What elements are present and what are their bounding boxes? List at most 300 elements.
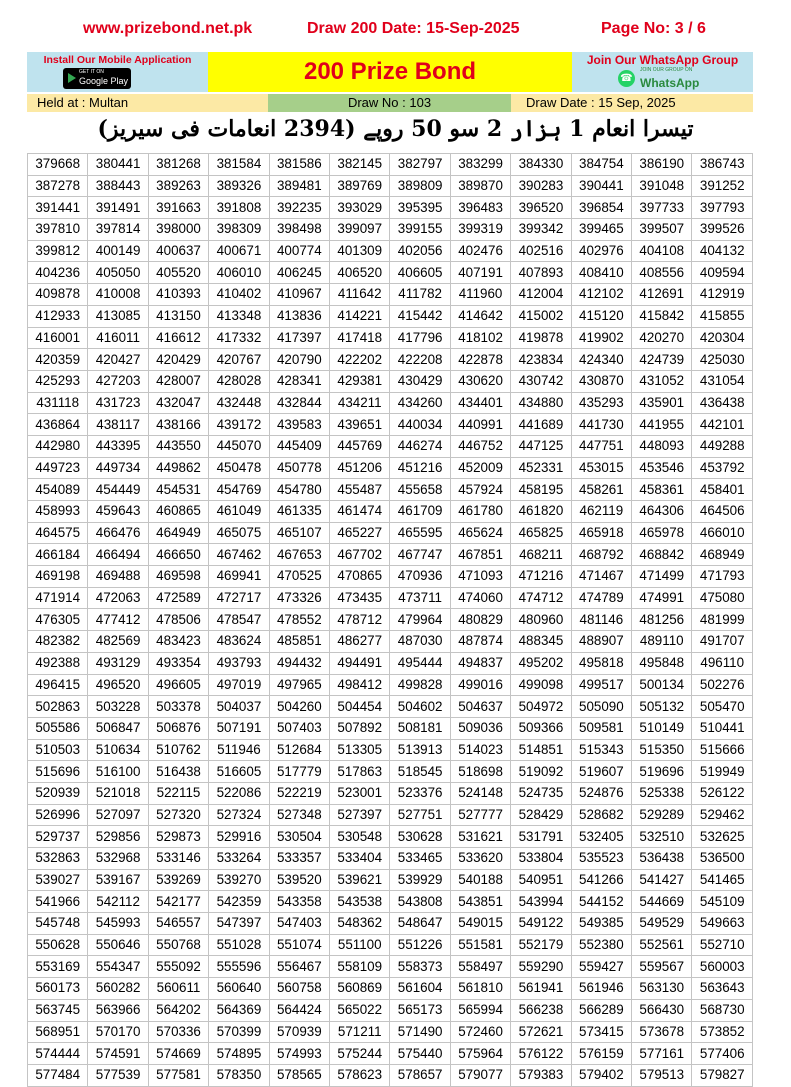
bond-number-cell: 438117 <box>88 414 148 436</box>
bond-number-cell: 446274 <box>390 435 450 457</box>
bond-number-cell: 573415 <box>571 1021 631 1043</box>
bond-number-cell: 431723 <box>88 392 148 414</box>
bond-number-cell: 573678 <box>632 1021 692 1043</box>
bond-number-cell: 408556 <box>632 262 692 284</box>
bond-number-cell: 391252 <box>692 175 753 197</box>
bond-number-cell: 510762 <box>148 739 208 761</box>
bond-number-cell: 563643 <box>692 978 753 1000</box>
bond-number-cell: 442101 <box>692 414 753 436</box>
bond-number-cell: 561810 <box>450 978 510 1000</box>
bond-number-cell: 570336 <box>148 1021 208 1043</box>
bond-number-cell: 504637 <box>450 696 510 718</box>
bond-number-cell: 466184 <box>28 544 88 566</box>
bond-number-cell: 477412 <box>88 609 148 631</box>
table-row <box>28 284 753 306</box>
whatsapp-small-text: JOIN OUR GROUP ON <box>640 67 693 73</box>
bond-number-cell: 483423 <box>148 631 208 653</box>
whatsapp-button[interactable] <box>618 69 708 89</box>
bond-number-cell: 402976 <box>571 240 631 262</box>
bond-number-cell: 434401 <box>450 392 510 414</box>
bond-number-cell: 416612 <box>148 327 208 349</box>
bond-number-cell: 468211 <box>511 544 571 566</box>
bond-number-cell: 422202 <box>330 349 390 371</box>
bond-number-cell: 509366 <box>511 717 571 739</box>
bond-number-cell: 559567 <box>632 956 692 978</box>
bond-number-cell: 402516 <box>511 240 571 262</box>
bond-number-cell: 539929 <box>390 869 450 891</box>
bond-number-cell: 399526 <box>692 219 753 241</box>
bond-number-cell: 451206 <box>330 457 390 479</box>
bond-number-cell: 392235 <box>269 197 329 219</box>
bond-number-cell: 452331 <box>511 457 571 479</box>
bond-number-cell: 469941 <box>209 566 269 588</box>
bond-number-cell: 506876 <box>148 717 208 739</box>
bond-number-cell: 533404 <box>330 848 390 870</box>
bond-number-cell: 533465 <box>390 848 450 870</box>
bond-number-cell: 423834 <box>511 349 571 371</box>
bond-number-cell: 388443 <box>88 175 148 197</box>
bond-number-cell: 410393 <box>148 284 208 306</box>
bond-number-cell: 449862 <box>148 457 208 479</box>
bond-number-cell: 508181 <box>390 717 450 739</box>
table-row <box>28 262 753 284</box>
bond-number-cell: 541966 <box>28 891 88 913</box>
bond-number-cell: 398309 <box>209 219 269 241</box>
bond-number-cell: 486277 <box>330 631 390 653</box>
bond-number-cell: 570170 <box>88 1021 148 1043</box>
bond-number-cell: 482382 <box>28 631 88 653</box>
bond-number-cell: 478506 <box>148 609 208 631</box>
bond-number-cell: 439583 <box>269 414 329 436</box>
bond-number-cell: 471467 <box>571 566 631 588</box>
bond-number-cell: 514851 <box>511 739 571 761</box>
bond-number-cell: 455487 <box>330 479 390 501</box>
bond-number-cell: 411782 <box>390 284 450 306</box>
bond-number-cell: 499098 <box>511 674 571 696</box>
bond-number-cell: 469488 <box>88 566 148 588</box>
bond-number-cell: 493793 <box>209 652 269 674</box>
bond-number-cell: 404236 <box>28 262 88 284</box>
bond-number-cell: 443395 <box>88 435 148 457</box>
bond-number-cell: 413150 <box>148 305 208 327</box>
bond-number-cell: 464949 <box>148 522 208 544</box>
bond-number-cell: 478547 <box>209 609 269 631</box>
bond-number-cell: 487874 <box>450 631 510 653</box>
bond-number-cell: 513913 <box>390 739 450 761</box>
bond-number-cell: 467747 <box>390 544 450 566</box>
bond-number-cell: 410008 <box>88 284 148 306</box>
table-row <box>28 717 753 739</box>
bond-number-cell: 531621 <box>450 826 510 848</box>
bond-number-cell: 533357 <box>269 848 329 870</box>
bond-number-cell: 515666 <box>692 739 753 761</box>
bond-number-cell: 516438 <box>148 761 208 783</box>
bond-number-cell: 515350 <box>632 739 692 761</box>
bond-number-cell: 509581 <box>571 717 631 739</box>
bond-number-cell: 422208 <box>390 349 450 371</box>
bond-number-cell: 381268 <box>148 154 208 176</box>
bond-number-cell: 390283 <box>511 175 571 197</box>
bond-number-cell: 407191 <box>450 262 510 284</box>
bond-number-cell: 530628 <box>390 826 450 848</box>
bond-number-cell: 467702 <box>330 544 390 566</box>
bond-number-cell: 481256 <box>632 609 692 631</box>
bond-number-cell: 517863 <box>330 761 390 783</box>
bond-number-cell: 539520 <box>269 869 329 891</box>
bond-number-cell: 528682 <box>571 804 631 826</box>
bond-number-cell: 548647 <box>390 913 450 935</box>
bond-number-cell: 472063 <box>88 587 148 609</box>
bond-number-cell: 382145 <box>330 154 390 176</box>
bond-number-cell: 441689 <box>511 414 571 436</box>
bond-number-cell: 417332 <box>209 327 269 349</box>
bond-number-cell: 560282 <box>88 978 148 1000</box>
bond-number-cell: 391441 <box>28 197 88 219</box>
bond-number-cell: 540951 <box>511 869 571 891</box>
bond-number-cell: 564202 <box>148 999 208 1021</box>
bond-number-cell: 549529 <box>632 913 692 935</box>
bond-number-cell: 571211 <box>330 1021 390 1043</box>
bond-number-cell: 420767 <box>209 349 269 371</box>
bond-number-cell: 535523 <box>571 848 631 870</box>
bond-number-cell: 577484 <box>28 1064 88 1086</box>
bond-number-cell: 471499 <box>632 566 692 588</box>
bond-number-cell: 432047 <box>148 392 208 414</box>
bond-number-cell: 577161 <box>632 1043 692 1065</box>
bond-number-cell: 420304 <box>692 327 753 349</box>
bond-number-cell: 470525 <box>269 566 329 588</box>
bond-number-cell: 543538 <box>330 891 390 913</box>
bond-number-cell: 469198 <box>28 566 88 588</box>
bond-number-cell: 504454 <box>330 696 390 718</box>
bond-number-cell: 399319 <box>450 219 510 241</box>
bond-number-cell: 491707 <box>692 631 753 653</box>
bond-number-cell: 450478 <box>209 457 269 479</box>
table-row <box>28 435 753 457</box>
bond-number-cell: 481999 <box>692 609 753 631</box>
bond-number-cell: 495848 <box>632 652 692 674</box>
bond-number-cell: 447751 <box>571 435 631 457</box>
bond-number-cell: 502863 <box>28 696 88 718</box>
bond-number-cell: 414642 <box>450 305 510 327</box>
app-promo <box>27 52 208 92</box>
bond-number-cell: 512684 <box>269 739 329 761</box>
bond-number-cell: 532968 <box>88 848 148 870</box>
bond-number-cell: 389809 <box>390 175 450 197</box>
bond-number-cell: 561941 <box>511 978 571 1000</box>
bond-number-cell: 529737 <box>28 826 88 848</box>
bond-number-cell: 409878 <box>28 284 88 306</box>
bond-number-cell: 454780 <box>269 479 329 501</box>
bond-number-cell: 564424 <box>269 999 329 1021</box>
bond-number-cell: 493354 <box>148 652 208 674</box>
bond-number-cell: 542112 <box>88 891 148 913</box>
bond-number-cell: 428007 <box>148 370 208 392</box>
bond-number-cell: 574591 <box>88 1043 148 1065</box>
bond-number-cell: 406010 <box>209 262 269 284</box>
bond-number-cell: 420427 <box>88 349 148 371</box>
bond-number-cell: 549663 <box>692 913 753 935</box>
bond-number-cell: 496415 <box>28 674 88 696</box>
bond-number-cell: 539270 <box>209 869 269 891</box>
bond-number-cell: 556467 <box>269 956 329 978</box>
google-play-small-text: GET IT ON <box>79 69 104 75</box>
bond-number-cell: 452009 <box>450 457 510 479</box>
bond-number-cell: 450778 <box>269 457 329 479</box>
bond-number-cell: 579402 <box>571 1064 631 1086</box>
table-row <box>28 652 753 674</box>
bond-number-cell: 397814 <box>88 219 148 241</box>
bond-number-cell: 527751 <box>390 804 450 826</box>
bond-number-cell: 389870 <box>450 175 510 197</box>
bond-number-cell: 471793 <box>692 566 753 588</box>
bond-number-cell: 570939 <box>269 1021 329 1043</box>
bond-number-cell: 574895 <box>209 1043 269 1065</box>
bond-number-cell: 572621 <box>511 1021 571 1043</box>
bond-number-cell: 432448 <box>209 392 269 414</box>
table-row <box>28 197 753 219</box>
bond-number-cell: 471093 <box>450 566 510 588</box>
table-row <box>28 891 753 913</box>
bond-number-cell: 571490 <box>390 1021 450 1043</box>
bond-number-cell: 552380 <box>571 934 631 956</box>
bond-number-cell: 494837 <box>450 652 510 674</box>
bond-number-cell: 528429 <box>511 804 571 826</box>
table-row <box>28 175 753 197</box>
bond-number-cell: 578623 <box>330 1064 390 1086</box>
bond-number-cell: 543808 <box>390 891 450 913</box>
whatsapp-label: WhatsApp <box>640 76 700 90</box>
bond-number-cell: 566289 <box>571 999 631 1021</box>
bond-number-cell: 410967 <box>269 284 329 306</box>
bond-number-cell: 559427 <box>571 956 631 978</box>
bond-number-cell: 465107 <box>269 522 329 544</box>
bond-number-cell: 480960 <box>511 609 571 631</box>
bond-number-cell: 515343 <box>571 739 631 761</box>
bond-number-cell: 503228 <box>88 696 148 718</box>
bond-number-cell: 489110 <box>632 631 692 653</box>
google-play-button[interactable] <box>63 68 131 89</box>
bond-number-cell: 399097 <box>330 219 390 241</box>
bond-number-cell: 578565 <box>269 1064 329 1086</box>
bond-number-cell: 399507 <box>632 219 692 241</box>
table-row <box>28 782 753 804</box>
bond-number-cell: 505470 <box>692 696 753 718</box>
bond-number-cell: 568951 <box>28 1021 88 1043</box>
bond-number-cell: 399812 <box>28 240 88 262</box>
bond-number-cell: 570399 <box>209 1021 269 1043</box>
bond-number-cell: 550646 <box>88 934 148 956</box>
bond-number-cell: 431052 <box>632 370 692 392</box>
bond-number-cell: 521018 <box>88 782 148 804</box>
bond-number-cell: 523376 <box>390 782 450 804</box>
bond-number-cell: 425030 <box>692 349 753 371</box>
bond-number-cell: 453792 <box>692 457 753 479</box>
bond-number-cell: 473711 <box>390 587 450 609</box>
bond-number-cell: 434260 <box>390 392 450 414</box>
whatsapp-icon: ☎ <box>618 70 635 87</box>
bond-number-cell: 495444 <box>390 652 450 674</box>
bond-number-cell: 413085 <box>88 305 148 327</box>
bond-number-cell: 408410 <box>571 262 631 284</box>
bond-number-cell: 524876 <box>571 782 631 804</box>
bond-number-cell: 505586 <box>28 717 88 739</box>
bond-number-cell: 488907 <box>571 631 631 653</box>
whatsapp-promo <box>572 52 753 92</box>
bond-number-cell: 516605 <box>209 761 269 783</box>
bond-number-cell: 560758 <box>269 978 329 1000</box>
site-url[interactable]: www.prizebond.net.pk <box>83 20 253 37</box>
bond-number-cell: 541465 <box>692 869 753 891</box>
bond-number-cell: 495818 <box>571 652 631 674</box>
bond-number-cell: 461049 <box>209 501 269 523</box>
bond-number-cell: 530548 <box>330 826 390 848</box>
bond-number-cell: 445409 <box>269 435 329 457</box>
bond-number-cell: 416011 <box>88 327 148 349</box>
bond-number-cell: 527320 <box>148 804 208 826</box>
bond-number-cell: 465595 <box>390 522 450 544</box>
bond-number-cell: 396520 <box>511 197 571 219</box>
table-row <box>28 869 753 891</box>
bond-number-cell: 402476 <box>450 240 510 262</box>
bond-number-cell: 436864 <box>28 414 88 436</box>
bond-number-cell: 525338 <box>632 782 692 804</box>
bond-number-cell: 411642 <box>330 284 390 306</box>
bond-number-cell: 482569 <box>88 631 148 653</box>
bond-number-cell: 574669 <box>148 1043 208 1065</box>
bond-number-cell: 405520 <box>148 262 208 284</box>
bond-number-cell: 406245 <box>269 262 329 284</box>
bond-number-cell: 398498 <box>269 219 329 241</box>
bond-number-cell: 550768 <box>148 934 208 956</box>
bond-number-cell: 519092 <box>511 761 571 783</box>
bond-number-cell: 488345 <box>511 631 571 653</box>
bond-number-cell: 566430 <box>632 999 692 1021</box>
table-row <box>28 327 753 349</box>
bond-number-cell: 465825 <box>511 522 571 544</box>
bond-number-cell: 576159 <box>571 1043 631 1065</box>
bond-number-cell: 404108 <box>632 240 692 262</box>
bond-number-cell: 454531 <box>148 479 208 501</box>
bond-number-cell: 504037 <box>209 696 269 718</box>
bond-number-cell: 495202 <box>511 652 571 674</box>
bond-number-cell: 457924 <box>450 479 510 501</box>
bond-number-cell: 510634 <box>88 739 148 761</box>
bond-number-cell: 428341 <box>269 370 329 392</box>
bond-number-cell: 510149 <box>632 717 692 739</box>
bond-number-cell: 400774 <box>269 240 329 262</box>
bond-number-cell: 543994 <box>511 891 571 913</box>
bond-number-cell: 404132 <box>692 240 753 262</box>
bond-number-cell: 464575 <box>28 522 88 544</box>
bond-number-cell: 519696 <box>632 761 692 783</box>
table-row <box>28 370 753 392</box>
bond-number-cell: 564369 <box>209 999 269 1021</box>
bond-number-cell: 518545 <box>390 761 450 783</box>
table-row <box>28 761 753 783</box>
bond-number-cell: 446752 <box>450 435 510 457</box>
table-row <box>28 999 753 1021</box>
bond-number-cell: 402056 <box>390 240 450 262</box>
bond-number-cell: 405050 <box>88 262 148 284</box>
bond-number-cell: 451216 <box>390 457 450 479</box>
bond-number-cell: 578657 <box>390 1064 450 1086</box>
bond-number-cell: 518698 <box>450 761 510 783</box>
draw-number: Draw No : 103 <box>268 94 511 112</box>
bond-number-cell: 524735 <box>511 782 571 804</box>
bond-number-cell: 386190 <box>632 154 692 176</box>
bond-number-cell: 506847 <box>88 717 148 739</box>
bond-number-cell: 520939 <box>28 782 88 804</box>
bond-number-cell: 533804 <box>511 848 571 870</box>
bond-number-cell: 415120 <box>571 305 631 327</box>
bond-number-cell: 558109 <box>330 956 390 978</box>
bond-number-cell: 470936 <box>390 566 450 588</box>
bond-number-cell: 458993 <box>28 501 88 523</box>
bond-number-cell: 417397 <box>269 327 329 349</box>
bond-number-cell: 497019 <box>209 674 269 696</box>
bond-number-cell: 560640 <box>209 978 269 1000</box>
banner <box>27 52 753 92</box>
table-row <box>28 501 753 523</box>
bond-number-cell: 527348 <box>269 804 329 826</box>
table-row <box>28 913 753 935</box>
table-row <box>28 631 753 653</box>
table-row <box>28 414 753 436</box>
table-row <box>28 609 753 631</box>
bond-number-cell: 445769 <box>330 435 390 457</box>
bond-number-cell: 565994 <box>450 999 510 1021</box>
bond-number-cell: 532863 <box>28 848 88 870</box>
bond-number-cell: 389326 <box>209 175 269 197</box>
bond-number-cell: 552561 <box>632 934 692 956</box>
bond-number-cell: 396483 <box>450 197 510 219</box>
bond-number-cell: 547403 <box>269 913 329 935</box>
bond-number-cell: 414221 <box>330 305 390 327</box>
bond-number-cell: 474712 <box>511 587 571 609</box>
bond-number-cell: 575244 <box>330 1043 390 1065</box>
held-at: Held at : Multan <box>27 94 268 112</box>
bond-number-cell: 532510 <box>632 826 692 848</box>
bond-number-cell: 468792 <box>571 544 631 566</box>
table-row <box>28 1064 753 1086</box>
bond-number-cell: 391048 <box>632 175 692 197</box>
bond-number-cell: 439651 <box>330 414 390 436</box>
bond-number-cell: 415855 <box>692 305 753 327</box>
bond-number-cell: 555596 <box>209 956 269 978</box>
bond-number-cell: 533620 <box>450 848 510 870</box>
bond-number-cell: 382797 <box>390 154 450 176</box>
table-row <box>28 544 753 566</box>
bond-number-cell: 536438 <box>632 848 692 870</box>
bond-number-cell: 467462 <box>209 544 269 566</box>
bond-number-cell: 407893 <box>511 262 571 284</box>
bond-number-cell: 546557 <box>148 913 208 935</box>
bond-number-cell: 461709 <box>390 501 450 523</box>
bond-number-cell: 462119 <box>571 501 631 523</box>
table-row <box>28 240 753 262</box>
bond-number-cell: 465227 <box>330 522 390 544</box>
bond-number-cell: 420790 <box>269 349 329 371</box>
bond-number-cell: 551074 <box>269 934 329 956</box>
bond-number-cell: 406520 <box>330 262 390 284</box>
bond-number-cell: 418102 <box>450 327 510 349</box>
bond-number-cell: 389481 <box>269 175 329 197</box>
bond-number-cell: 573852 <box>692 1021 753 1043</box>
bond-number-cell: 560869 <box>330 978 390 1000</box>
bond-number-cell: 561604 <box>390 978 450 1000</box>
bond-number-cell: 563130 <box>632 978 692 1000</box>
